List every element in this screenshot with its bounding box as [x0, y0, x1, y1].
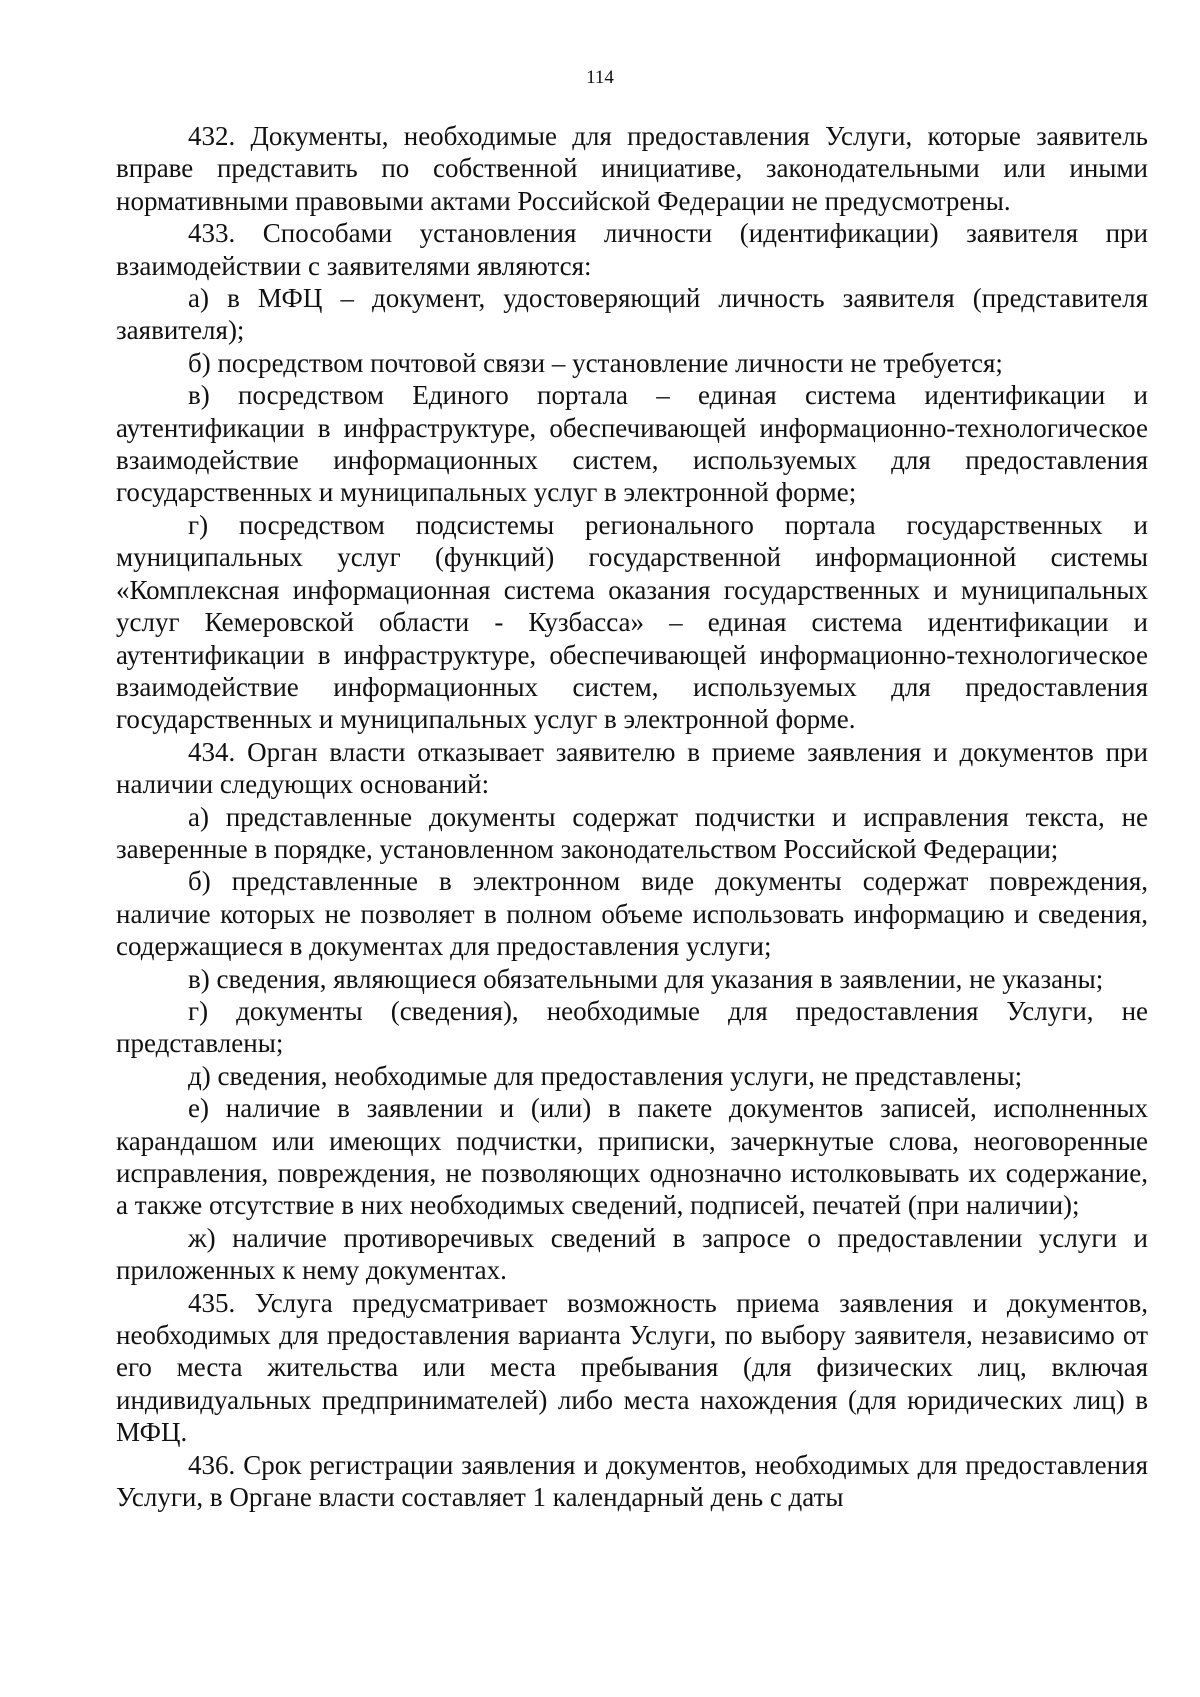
list-item-433-b: б) посредством почтовой связи – установление личности не требуется; [188, 347, 1003, 378]
list-item-434-a: а) представленные документы содержат подчистки и исправления текста, не заверенные в порядке, установленном законодательством Российской Федерации; [116, 801, 1148, 864]
list-item-433-a: а) в МФЦ – документ, удостоверяющий личность заявителя (представителя заявителя); [116, 283, 1148, 346]
paragraph-434: 434. Орган власти отказывает заявителю в приеме заявления и документов при наличии следующих оснований: [116, 736, 1148, 800]
page-number: 114 [586, 67, 614, 88]
paragraph-436: 436. Срок регистрации заявления и документов, необходимых для предоставления Услуги, в Органе власти составляет 1 календарный день с даты [116, 1449, 1148, 1513]
list-item-433-v: в) посредством Единого портала – единая система идентификации и аутентификации в инфраструктуре, обеспечивающей информационно-технологическое взаимодействие информационных систем, используемых для предоставления государственных и муниципальных услуг в электронной форме; [116, 380, 1148, 508]
list-item-433-g: г) посредством подсистемы регионального портала государственных и муниципальных услуг (функций) государственной информационной системы «Комплексная информационная система оказания государственных и муниципальных услуг Кемеровской области - Кузбасса» – единая система идентификации и аутентификации в инфраструктуре, обеспечивающей информационно-технологическое взаимодействие информационных систем, используемых для предоставления государственных и муниципальных услуг в электронной форме. [116, 509, 1148, 735]
paragraph-432: 432. Документы, необходимые для предоставления Услуги, которые заявитель вправе представить по собственной инициативе, законодательными или иными нормативными правовыми актами Российской Федерации не предусмотрены. [116, 121, 1148, 216]
document-body [116, 120, 1148, 1513]
paragraph-433: 433. Способами установления личности (идентификации) заявителя при взаимодействии с заявителями являются: [116, 218, 1148, 281]
list-item-434-v: в) сведения, являющиеся обязательными для указания в заявлении, не указаны; [188, 963, 1104, 994]
list-item-434-zh: ж) наличие противоречивых сведений в запросе о предоставлении услуги и приложенных к нему документах. [116, 1222, 1148, 1286]
list-item-434-e: е) наличие в заявлении и (или) в пакете документов записей, исполненных карандашом или имеющих подчистки, приписки, зачеркнутые слова, неоговоренные исправления, повреждения, не позволяющих однозначно истолковывать их содержание, а также отсутствие в них необходимых сведений, подписей, печатей (при наличии); [116, 1093, 1148, 1221]
list-item-434-g: г) документы (сведения), необходимые для предоставления Услуги, не представлены; [116, 995, 1148, 1059]
paragraph-435: 435. Услуга предусматривает возможность приема заявления и документов, необходимых для предоставления варианта Услуги, по выбору заявителя, независимо от его места жительства или места пребывания (для физических лиц, включая индивидуальных предпринимателей) либо места нахождения (для юридических лиц) в МФЦ. [116, 1287, 1148, 1448]
list-item-434-b: б) представленные в электронном виде документы содержат повреждения, наличие которых не позволяет в полном объеме использовать информацию и сведения, содержащиеся в документах для предоставления услуги; [116, 866, 1148, 962]
list-item-434-d: д) сведения, необходимые для предоставления услуги, не представлены; [188, 1060, 1023, 1091]
